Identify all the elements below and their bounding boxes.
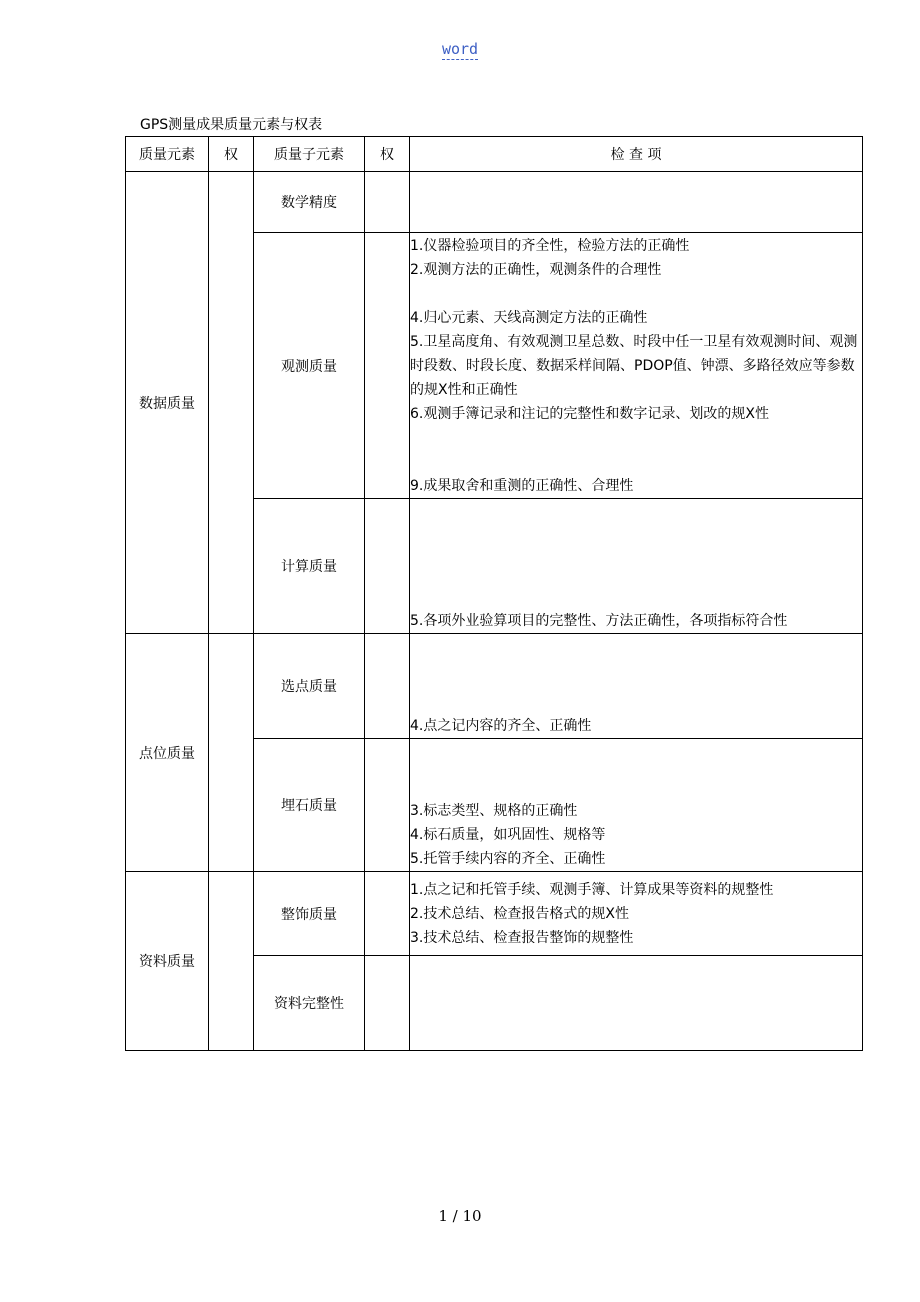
check-item: 1.仪器检验项目的齐全性，检验方法的正确性	[410, 237, 690, 254]
check-items-site-selection-quality	[410, 634, 863, 739]
check-items-finishing-quality	[410, 872, 863, 956]
sub-element-observation-quality: 观测质量	[254, 233, 365, 499]
header-word-link-text[interactable]: word	[441, 40, 479, 58]
check-item: 4.点之记内容的齐全、正确性	[410, 718, 592, 734]
table-header-row	[126, 137, 863, 172]
header-quality-sub-element: 质量子元素	[254, 137, 365, 172]
check-item: 2.观测方法的正确性，观测条件的合理性	[410, 261, 662, 278]
check-item: 9.成果取舍和重测的正确性、合理性	[410, 477, 634, 494]
check-item: 5.各项外业验算项目的完整性、方法正确性，各项指标符合性	[410, 613, 788, 629]
sub-weight-cell	[365, 739, 410, 872]
check-item: 5.卫星高度角、有效观测卫星总数、时段中任一卫星有效观测时间、观测时段数、时段长度、数据采样间隔、PDOP值、钟漂、多路径效应等参数的规X性和正确性	[410, 333, 858, 398]
sub-element-monument-quality: 埋石质量	[254, 739, 365, 872]
table-row	[126, 872, 863, 956]
sub-weight-cell	[365, 634, 410, 739]
check-items-math-precision	[410, 172, 863, 233]
check-items-calculation-quality	[410, 499, 863, 634]
sub-weight-cell	[365, 956, 410, 1051]
element-weight-cell	[209, 634, 254, 872]
table-row	[126, 634, 863, 739]
check-item: 3.标志类型、规格的正确性	[410, 803, 578, 819]
sub-element-finishing-quality: 整饰质量	[254, 872, 365, 956]
sub-weight-cell	[365, 172, 410, 233]
header-quality-element: 质量元素	[126, 137, 209, 172]
sub-weight-cell	[365, 499, 410, 634]
element-point-quality: 点位质量	[126, 634, 209, 872]
element-weight-cell	[209, 872, 254, 1051]
check-items-monument-quality	[410, 739, 863, 872]
quality-weight-table	[125, 136, 863, 1051]
sub-weight-cell	[365, 872, 410, 956]
header-word-link[interactable]	[0, 40, 920, 58]
table-title: GPS测量成果质量元素与权表	[140, 117, 323, 133]
sub-element-data-completeness: 资料完整性	[254, 956, 365, 1051]
page-number: 1 / 10	[438, 1207, 482, 1225]
check-item: 6.观测手簿记录和注记的完整性和数字记录、划改的规X性	[410, 405, 769, 422]
check-items-data-completeness	[410, 956, 863, 1051]
element-document-quality: 资料质量	[126, 872, 209, 1051]
element-data-quality: 数据质量	[126, 172, 209, 634]
sub-element-math-precision: 数学精度	[254, 172, 365, 233]
check-item: 3.技术总结、检查报告整饰的规整性	[410, 929, 634, 946]
header-weight-2: 权	[365, 137, 410, 172]
sub-element-calculation-quality: 计算质量	[254, 499, 365, 634]
check-item: 4.标石质量，如巩固性、规格等	[410, 827, 606, 843]
table-row	[126, 172, 863, 233]
header-check-items: 检 查 项	[410, 137, 863, 172]
check-items-observation-quality	[410, 233, 863, 499]
check-item: 5.托管手续内容的齐全、正确性	[410, 851, 606, 867]
sub-weight-cell	[365, 233, 410, 499]
check-item: 1.点之记和托管手续、观测手簿、计算成果等资料的规整性	[410, 881, 774, 898]
header-weight-1: 权	[209, 137, 254, 172]
element-weight-cell	[209, 172, 254, 634]
check-item: 2.技术总结、检查报告格式的规X性	[410, 905, 629, 922]
check-item: 4.归心元素、天线高测定方法的正确性	[410, 309, 648, 326]
sub-element-site-selection-quality: 选点质量	[254, 634, 365, 739]
